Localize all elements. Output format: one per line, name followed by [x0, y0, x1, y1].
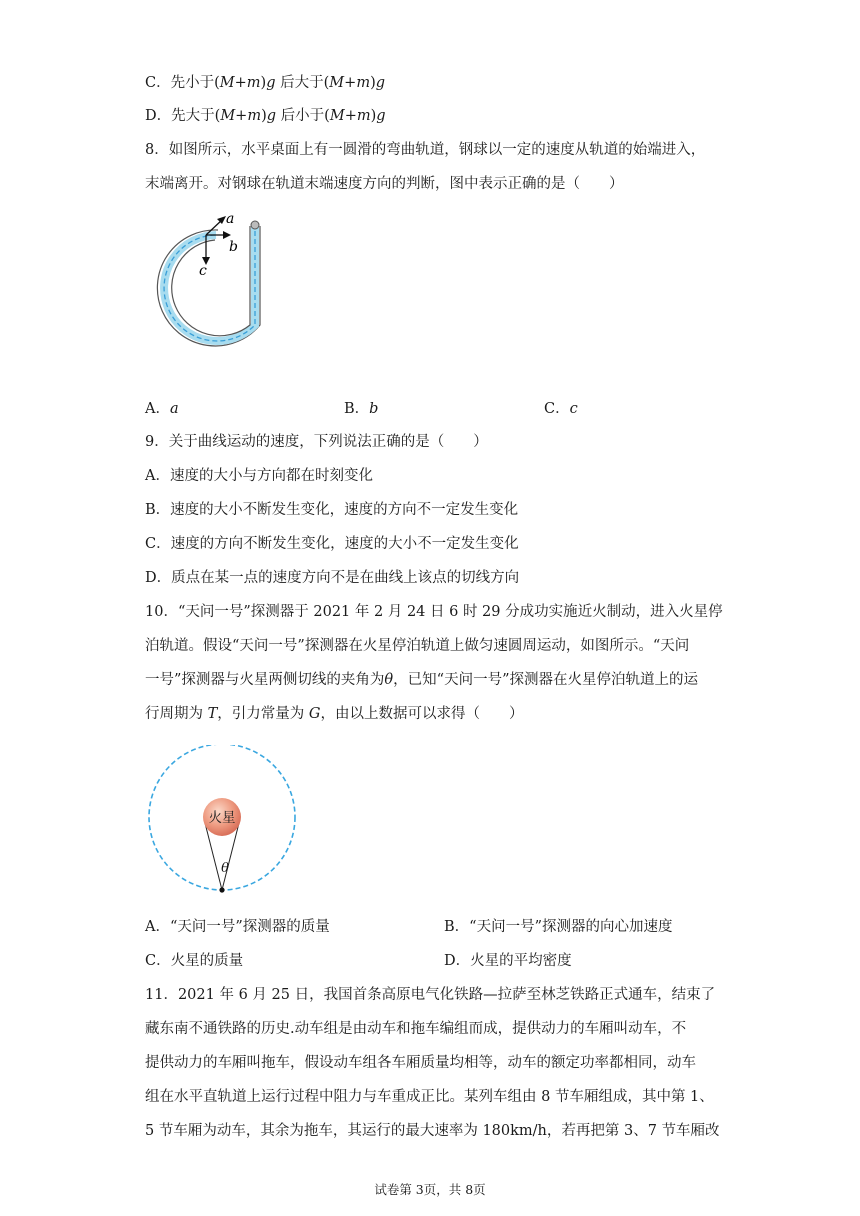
var-m: m	[356, 75, 371, 91]
var-M: M	[329, 75, 345, 91]
paren: )	[370, 108, 377, 124]
q7-option-c-label: C．	[145, 75, 171, 91]
probe-dot	[219, 887, 224, 892]
label-b: b	[229, 239, 238, 255]
var-g: g	[266, 75, 276, 91]
plus-sign: +	[344, 108, 357, 124]
q10-line3-text-b: ，已知“天问一号”探测器在火星停泊轨道上的运	[393, 672, 698, 688]
q10-line3-text-a: 一号”探测器与火星两侧切线的夹角为	[145, 672, 385, 688]
q9-option-c: C．速度的方向不断发生变化，速度的大小不一定发生变化	[145, 536, 519, 552]
var-M: M	[219, 75, 235, 91]
q10-line4-text-c: ，由以上数据可以求得（ ）	[320, 706, 524, 722]
mars-label: 火星	[208, 810, 236, 826]
label-a: a	[226, 211, 235, 227]
plus-sign: +	[235, 108, 248, 124]
paren: )	[260, 75, 267, 91]
option-value: a	[169, 401, 179, 417]
var-G: G	[308, 706, 321, 722]
q7-option-d-label: D．	[145, 108, 172, 124]
q8-option-c	[544, 399, 578, 419]
q8-stem-line-2: 末端离开。对钢球在轨道末端速度方向的判断，图中表示正确的是（ ）	[145, 176, 624, 192]
q7-option-d-text: 先大于(	[171, 108, 221, 124]
var-m: m	[356, 108, 371, 124]
var-g: g	[376, 108, 386, 124]
q10-stem-line-2: 泊轨道。假设“天问一号”探测器在火星停泊轨道上做匀速圆周运动，如图所示。“天问	[145, 638, 690, 654]
steel-ball	[251, 221, 259, 229]
q11-stem-line-1: 11．2021 年 6 月 25 日，我国首条高原电气化铁路—拉萨至林芝铁路正式通车，结束了	[145, 987, 716, 1003]
q10-stem-line-4	[145, 704, 523, 724]
q10-option-b: B．“天问一号”探测器的向心加速度	[444, 919, 673, 935]
q7-option-c	[145, 73, 385, 93]
var-M: M	[220, 108, 236, 124]
var-M: M	[329, 108, 345, 124]
plus-sign: +	[234, 75, 247, 91]
q7-option-d-mid: 后小于(	[276, 108, 330, 124]
track-outer-wall	[157, 226, 260, 346]
var-theta: θ	[384, 672, 394, 688]
q10-stem-line-1: 10．“天问一号”探测器于 2021 年 2 月 24 日 6 时 29 分成功实施近火制动，进入火星停	[145, 604, 723, 620]
q10-line4-text-b: ，引力常量为	[217, 706, 309, 722]
var-m: m	[247, 108, 262, 124]
option-value: c	[569, 401, 578, 417]
paren: )	[370, 75, 376, 91]
var-T: T	[207, 706, 218, 722]
q10-orbit-figure	[145, 745, 305, 900]
q7-option-c-mid: 后大于(	[275, 75, 330, 91]
q8-stem-line-1: 8．如图所示，水平桌面上有一圆滑的弯曲轨道，钢球以一定的速度从轨道的始端进入，	[145, 142, 706, 158]
q10-stem-line-3	[145, 670, 698, 690]
q7-option-c-text: 先小于(	[170, 75, 220, 91]
q11-stem-line-3: 提供动力的车厢叫拖车，假设动车组各车厢质量均相等，动车的额定功率都相同，动车	[145, 1055, 696, 1071]
q10-option-c: C．火星的质量	[145, 953, 244, 969]
q8-option-b	[344, 399, 378, 419]
plus-sign: +	[344, 75, 357, 91]
q10-option-a: A．“天问一号”探测器的质量	[145, 919, 330, 935]
option-label: A．	[145, 401, 170, 417]
q8-option-a	[145, 399, 179, 419]
q10-line4-text-a: 行周期为	[145, 706, 208, 722]
var-m: m	[246, 75, 261, 91]
var-g: g	[266, 108, 277, 124]
var-g: g	[375, 75, 386, 91]
arrow-b-head	[223, 231, 231, 239]
q10-option-d: D．火星的平均密度	[444, 953, 572, 969]
q9-option-d: D．质点在某一点的速度方向不是在曲线上该点的切线方向	[145, 570, 520, 586]
option-value: b	[369, 401, 379, 417]
q9-option-b: B．速度的大小不断发生变化，速度的方向不一定发生变化	[145, 502, 519, 518]
q7-option-d	[145, 106, 386, 126]
option-label: C．	[544, 401, 570, 417]
option-label: B．	[344, 401, 370, 417]
q11-stem-line-5: 5 节车厢为动车，其余为拖车，其运行的最大速率为 180km/h，若再把第 3、7 节车厢改	[145, 1123, 720, 1139]
page-footer: 试卷第 3页，共 8页	[374, 1182, 486, 1197]
q8-track-figure	[140, 205, 280, 390]
q11-stem-line-4: 组在水平直轨道上运行过程中阻力与车重成正比。某列车组由 8 节车厢组成，其中第 1、	[145, 1089, 714, 1105]
paren: )	[261, 108, 267, 124]
q9-option-a: A．速度的大小与方向都在时刻变化	[145, 468, 373, 484]
q9-stem: 9．关于曲线运动的速度，下列说法正确的是（ ）	[145, 434, 488, 450]
q11-stem-line-2: 藏东南不通铁路的历史.动车组是由动车和拖车编组而成，提供动力的车厢叫动车，不	[145, 1021, 687, 1037]
theta-label: θ	[221, 861, 229, 876]
label-c: c	[199, 263, 207, 279]
